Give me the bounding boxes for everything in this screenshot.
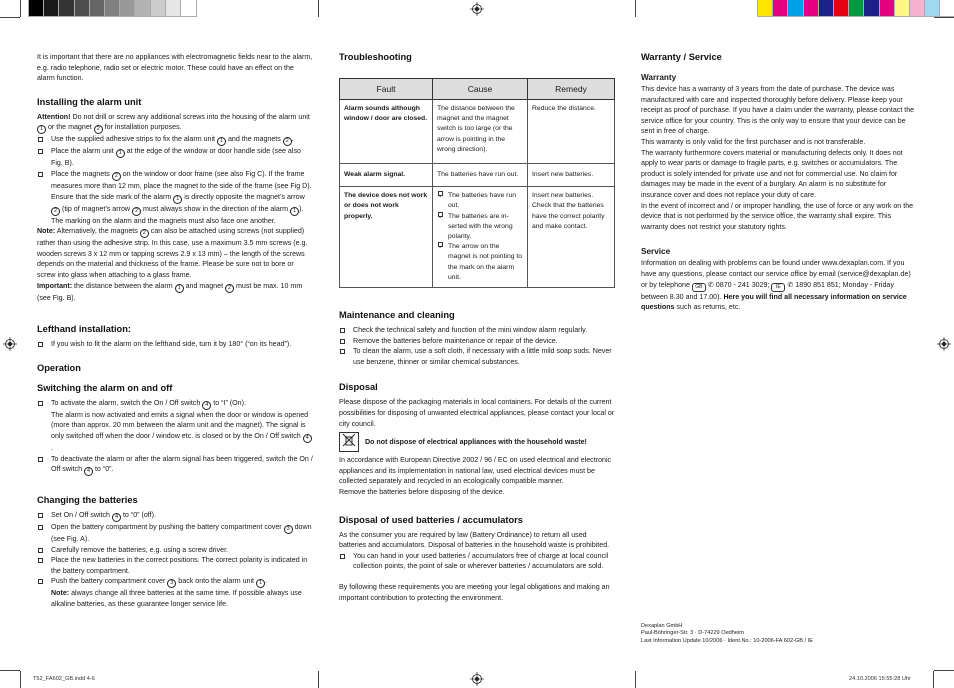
warranty-paragraph: In the event of incorrect and / or improper handling, the use of force or any work on the device that is not performed by the service office, the warranty shall expire. This warranty does not restrict your statutory rights. [641,201,914,231]
list-item: To deactivate the alarm or after the alarm signal has been triggered, switch the On / Off switch 4 to “0”. [37,454,313,477]
list-item: You can hand in your used batteries / accumulators free of charge at local council collection points, the point of sale or wherever batteries / accumulators are sold. [339,551,615,572]
table-cell [433,187,528,288]
registration-mark-icon [937,337,951,351]
heading-installing: Installing the alarm unit [37,96,142,107]
color-swatch [151,0,166,16]
service-paragraph: Information on dealing with problems can be found under www.dexaplan.com. If you have any questions, please contact our service office by email (service@dexaplan.de) or by telephone GB ✆ 0870 - 241 3029; IE ✆ 1890 851 851; Monday - Friday between 8.30 and 17.00). Here you will find all necessary information on service questions such as returns, etc. [641,259,911,312]
crop-mark [20,671,21,688]
color-swatch [849,0,864,16]
heading-lefthand: Lefthand installation: [37,324,131,335]
color-swatch [181,0,196,16]
column-right [641,52,917,325]
color-swatch [834,0,849,16]
color-swatch [925,0,940,16]
heading-switching: Switching the alarm on and off [37,382,173,393]
crop-mark [933,671,934,688]
troubleshooting-table [339,78,615,288]
color-swatch [166,0,181,16]
heading-warranty-service: Warranty / Service [641,52,722,62]
phone-icon: ✆ [787,280,794,289]
crop-mark [934,670,954,671]
table-row [340,164,615,187]
disposal-warning: Do not dispose of electrical appliances with the household waste! [339,432,615,452]
attention-paragraph: Attention! Do not drill or screw any additional screws into the housing of the alarm unit 1 or the magnet 2 for installation purposes. [37,112,310,133]
color-swatch [895,0,910,16]
heading-batteries: Changing the batteries [37,495,138,506]
gb-flag-icon: GB [692,283,706,292]
table-cell: Weak alarm signal. [340,164,433,187]
fold-mark [635,0,636,17]
heading-warranty: Warranty [641,73,677,82]
fold-mark [635,671,636,688]
color-swatch [120,0,135,16]
color-swatch [880,0,895,16]
crossed-out-bin-icon [339,432,359,452]
accumulators-paragraph: As the consumer you are required by law (Battery Ordinance) to return all used batteries and accumulators. Disposal of batteries in the household waste is prohibited. [339,530,610,550]
important-paragraph: Important: the distance between the alarm 1 and magnet 2 must be max. 10 mm (see Fig. B). [37,281,303,302]
color-swatch [864,0,879,16]
color-swatch [59,0,74,16]
remove-batteries-paragraph: Remove the batteries before disposing of the device. [339,487,505,496]
list-item: Remove the batteries before maintenance or repair of the device. [339,336,615,347]
table-cell: The device does not work or does not work properly. [340,187,433,288]
list-item: - The batteries have run out. [437,191,523,211]
obligations-paragraph: By following these requirements you are meeting your legal obligations and making an important contribution to protecting the environment. [339,582,610,602]
list-item: If you wish to fit the alarm on the lefthand side, turn it by 180° (“on its head”). [37,339,313,350]
list-item: Open the battery compartment by pushing the battery compartment cover 3 down (see Fig. A). [37,522,313,545]
color-swatch [75,0,90,16]
color-swatch [804,0,819,16]
column-left [37,52,313,622]
heading-disposal: Disposal [339,382,378,393]
list-item: Use the supplied adhesive strips to fix the alarm unit 1 and the magnets 2 . [37,134,313,146]
disposal-paragraph: Please dispose of the packaging materials in local containers. For details of the current possibilities for disposing of unwanted electrical appliances, please contact your local or city council. [339,398,615,428]
table-cell: Alarm sounds although window / door are closed. [340,100,433,164]
table-cell: The distance between the magnet and the magnet switch is too large (or the arrow is pointing in the wrong direction). [433,100,528,164]
registration-mark-icon [470,2,484,16]
phone-icon: ✆ [707,280,714,289]
color-swatch [819,0,834,16]
list-item: Push the battery compartment cover 3 back onto the alarm unit 1 . Note: always change all three batteries at the same time. If possible always use alkaline batteries, as these guarantee longer service life. [37,576,313,609]
color-swatch [29,0,44,16]
table-cell: Insert new batteries. [528,164,615,187]
list-item: Check the technical safety and function of the mini window alarm regularly. [339,325,615,336]
table-header-row [340,79,615,100]
list-item: Set On / Off switch 4 to “0” (off). [37,510,313,522]
fold-mark [318,0,319,17]
heading-operation: Operation [37,362,81,373]
intro-paragraph: It is important that there are no appliances with electromagnetic fields near to the alarm, e.g. radio telephone, radio set or electric motor. These could have an effect on the alarm function. [37,53,313,83]
list-item: Place the magnets 2 on the window or door frame (see also Fig C). If the frame measures more than 12 mm, place the magnet to the side of the frame (see Fig D). Ensure that the side mark of the alarm 1 is directly opposite the magnet’s arrow 2 (tip of magnet’s arrow 2 must always show in the direction of the alarm 1 ). The marking on the alarm and the magnets must also face one another. [37,169,313,226]
warranty-paragraph: The warranty furthermore covers material or manufacturing defects only. It does not apply to wear parts or damage to fragile parts, e.g. switches or accumulators. The product is solely intended for private use and not for commercial use. No claim for damages may be made in the event of a burglary. An alarm is no substitute for insurance cover and does not replace your duty of care. [641,148,903,199]
color-swatch [910,0,925,16]
fold-mark [318,671,319,688]
heading-service: Service [641,247,671,257]
table-cell: The batteries have run out. [433,164,528,187]
table-cell: Insert new batteries. Check that the batteries have the correct polarity and make contact. [528,187,615,288]
color-swatch [773,0,788,16]
list-item: - The batteries are in-serted with the wrong polarity. [437,212,523,243]
list-item: Place the new batteries in the correct positions. The correct polarity is indicated in the battery compartment. [37,555,313,576]
ie-flag-icon: IE [771,283,785,292]
note-paragraph: Note: Alternatively, the magnets 2 can also be attached using screws (not supplied) rather than using the adhesive strip. In this case, use a maximum 3.5 mm screws (e.g. wooden screws 3 x 12 mm or tapping screws 2.9 x 13 mm) – the length of the screws depends on the material and thickness of the frame. Please be sure not to bore or screw into glass when attaching to a glass frame. [37,227,308,279]
list-item: Place the alarm unit 1 at the edge of the window or door handle side (see also Fig. B). [37,146,313,169]
registration-mark-icon [3,337,17,351]
heading-maintenance: Maintenance and cleaning [339,310,455,321]
column-header: Remedy [528,79,615,100]
column-header: Cause [433,79,528,100]
imprint-line: Dexaplan GmbH [641,623,683,629]
registration-mark-icon [470,672,484,686]
color-swatch [788,0,803,16]
footer-file-name: T52_FA602_GB.indd 4-6 [33,676,95,682]
color-swatch [940,0,954,16]
table-row [340,100,615,164]
color-swatch [758,0,773,16]
table-cell: Reduce the distance. [528,100,615,164]
imprint [641,623,813,645]
imprint-line: Paul-Böhringer-Str. 3 · D-74229 Oedheim [641,630,744,637]
list-item: To activate the alarm, switch the On / Off switch 4 to “I” (On). The alarm is now activated and emits a signal when the door or window is opened (more than approx. 20 mm between the alarm unit and the magnet). The signal is only switched off when the door / window etc. is closed or by the On / Off switch 4. [37,398,313,454]
column-header: Fault [340,79,433,100]
footer-timestamp: 24.10.2006 15:55:28 Uhr [849,676,911,682]
directive-paragraph: In accordance with European Directive 2002 / 96 / EC on used electrical and electronic appliances and its implementation in national law, used electrical devices must be collected separately and recycled in an ecologically compatible manner. [339,456,612,486]
imprint-line: Last Information Update 10/2006 · Ident.No.: 10-2006-FA 602-GB / IE [641,637,813,644]
crop-mark [934,17,954,18]
color-swatch [135,0,150,16]
table-row [340,187,615,288]
crop-mark [0,670,20,671]
crop-mark [0,17,20,18]
column-middle [339,52,615,615]
heading-troubleshooting: Troubleshooting [339,52,412,62]
install-steps [37,134,313,226]
heading-accumulators: Disposal of used batteries / accumulators [339,514,523,525]
list-item: To clean the alarm, use a soft cloth, if necessary with a little mild soap suds. Never use benzene, thinner or similar chemical substances. [339,346,615,367]
list-item: Carefully remove the batteries, e.g. using a screw driver. [37,545,313,556]
color-swatch [105,0,120,16]
color-swatch [44,0,59,16]
warranty-paragraph: This warranty is only valid for the first purchaser and is not transferable. [641,137,866,146]
color-swatch [90,0,105,16]
crop-mark [20,0,21,17]
list-item: - The arrow on the magnet is not pointing to the mark on the alarm unit. [437,242,523,283]
warranty-paragraph: This device has a warranty of 3 years from the date of purchase. The device was manufactured with care and inspected thoroughly before delivery. Please keep your receipt as proof of purchase. If you have a claim under the warranty, please contact the service office for your country. This is the only way to ensure that your device can be sent in free of charge. [641,85,915,136]
